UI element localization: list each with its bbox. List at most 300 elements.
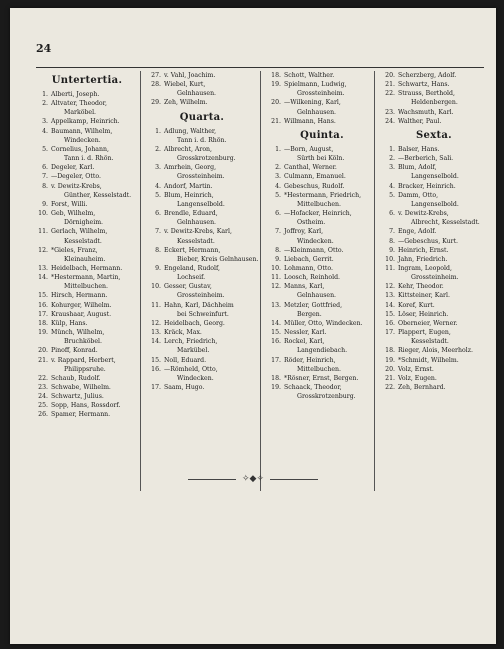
student-entry xyxy=(381,108,487,117)
student-entry xyxy=(267,117,377,126)
student-entry xyxy=(147,365,257,383)
student-name: Cornelius, Johann, xyxy=(51,145,109,153)
student-entry xyxy=(34,410,140,419)
student-name: Canthal, Werner. xyxy=(284,164,337,172)
entry-number: 8. xyxy=(275,246,281,254)
student-name: *Schmidt, Wilhelm. xyxy=(398,356,459,364)
student-entry xyxy=(381,145,487,154)
student-name: Gerlach, Wilhelm, xyxy=(51,228,108,236)
student-entry xyxy=(381,89,487,107)
student-name: Brendle, Eduard, xyxy=(164,210,218,218)
entry-number: 19. xyxy=(271,81,281,89)
student-name: *Hestermann, Friedrich, xyxy=(284,191,362,199)
student-name: Blum, Adolf, xyxy=(398,164,437,172)
entry-number: 7. xyxy=(155,228,161,236)
student-entry xyxy=(147,209,257,227)
student-hometown: Kesselstadt. xyxy=(177,237,215,245)
student-hometown: Tann i. d. Rhön. xyxy=(177,136,227,144)
entry-number: 1. xyxy=(42,91,48,98)
student-entry xyxy=(267,191,377,209)
student-hometown: Gelnhausen. xyxy=(297,292,337,300)
student-name: Löser, Heinrich. xyxy=(398,310,449,318)
student-name: Enge, Adolf. xyxy=(398,228,437,236)
student-entry xyxy=(147,246,257,264)
student-entry xyxy=(267,356,377,374)
entry-number: 22. xyxy=(38,374,48,382)
student-name: Nessler, Karl. xyxy=(284,329,327,337)
student-name: Lerch, Friedrich, xyxy=(164,338,218,346)
column-4 xyxy=(374,71,487,491)
entry-number: 3. xyxy=(389,164,395,172)
student-name: Engeland, Rudolf, xyxy=(164,264,221,272)
student-hometown: Langendiebach. xyxy=(297,347,348,355)
entry-number: 10. xyxy=(38,210,48,218)
student-entry xyxy=(381,71,487,80)
student-hometown: Lochseif. xyxy=(177,274,206,282)
entry-number: 11. xyxy=(385,264,395,272)
student-name: Jahn, Friedrich. xyxy=(398,255,448,263)
student-entry xyxy=(34,200,140,209)
student-hometown: Albrecht, Kesselstadt. xyxy=(411,219,480,227)
entry-number: 16. xyxy=(271,338,281,346)
student-entry xyxy=(34,383,140,392)
entry-number: 8. xyxy=(155,246,161,254)
student-name: Külp, Hans. xyxy=(51,319,88,327)
student-entry xyxy=(147,127,257,145)
entry-number: 3. xyxy=(155,164,161,172)
entry-number: 18. xyxy=(271,72,281,79)
student-entry xyxy=(381,80,487,89)
entry-number: 14. xyxy=(271,319,281,327)
student-entry xyxy=(381,255,487,264)
student-name: Blum, Heinrich, xyxy=(164,191,214,199)
entry-number: 17. xyxy=(38,310,48,318)
student-name: Rieger, Alois, Meerholz. xyxy=(398,347,473,355)
student-entry xyxy=(34,145,140,163)
student-name: Spielmann, Ludwig, xyxy=(284,81,347,89)
student-name: Wiebel, Kurt, xyxy=(164,81,206,89)
student-name: Schaub, Rudolf. xyxy=(51,374,101,382)
student-name: Degeler, Karl. xyxy=(51,164,95,172)
entry-number: 1. xyxy=(155,127,161,135)
entry-number: 21. xyxy=(385,374,395,382)
student-name: Damm, Otto, xyxy=(398,191,439,199)
student-entry xyxy=(147,319,257,328)
student-name: Schaack, Theodor, xyxy=(284,384,342,391)
student-entry xyxy=(147,182,257,191)
entry-number: 6. xyxy=(155,210,161,218)
entry-number: 13. xyxy=(38,264,48,272)
entry-number: 11. xyxy=(38,228,48,236)
student-hometown: Grosskrotzenburg. xyxy=(297,393,356,401)
entry-number: 24. xyxy=(38,393,48,401)
entry-number: 4. xyxy=(155,182,161,190)
student-entry xyxy=(381,182,487,191)
student-entry xyxy=(381,246,487,255)
student-name: Sopp, Hans, Rossdorf. xyxy=(51,402,121,410)
student-entry xyxy=(381,310,487,319)
student-hometown: Mittelbuchen. xyxy=(297,365,341,373)
student-entry xyxy=(147,337,257,355)
student-entry xyxy=(34,264,140,273)
student-name: v. Vahl, Joachim. xyxy=(164,72,216,79)
student-entry xyxy=(34,127,140,145)
student-name: —Born, August, xyxy=(284,145,334,153)
entry-number: 27. xyxy=(151,72,161,79)
student-name: v. Dewitz-Krebs, xyxy=(51,182,102,190)
student-entry xyxy=(267,273,377,282)
student-entry xyxy=(34,319,140,328)
document-page xyxy=(10,8,496,644)
entry-number: 14. xyxy=(385,301,395,309)
entry-number: 2. xyxy=(389,155,395,163)
student-name: Forst, Willi. xyxy=(51,200,88,208)
student-name: Noll, Eduard. xyxy=(164,356,207,364)
entry-number: 26. xyxy=(38,411,48,419)
student-name: Scherzberg, Adolf. xyxy=(398,72,457,79)
entry-number: 20. xyxy=(38,347,48,355)
student-name: Geb, Wilhelm, xyxy=(51,210,96,218)
entry-number: 18. xyxy=(38,319,48,327)
student-entry xyxy=(147,301,257,319)
student-name: Hahn, Karl, Dächheim xyxy=(164,301,234,309)
student-name: Balser, Hans. xyxy=(398,145,440,153)
student-entry xyxy=(381,209,487,227)
class-heading: Untertertia. xyxy=(51,75,123,86)
class-heading: Quarta. xyxy=(179,111,225,123)
student-entry xyxy=(34,209,140,227)
student-entry xyxy=(267,328,377,337)
student-name: Walther, Paul. xyxy=(398,117,442,125)
entry-number: 15. xyxy=(151,356,161,364)
student-entry xyxy=(267,246,377,255)
student-name: Wachsmuth, Karl. xyxy=(398,108,454,116)
entry-number: 8. xyxy=(389,237,395,245)
student-name: —Degeler, Otto. xyxy=(51,173,101,181)
entry-number: 17. xyxy=(271,356,281,364)
student-name: Kittsteiner, Karl. xyxy=(398,292,450,300)
student-name: Schwartz, Hans. xyxy=(398,81,450,89)
student-name: Baumann, Wilhelm, xyxy=(51,127,113,135)
entry-number: 7. xyxy=(389,228,395,236)
student-name: Kraushaar, August. xyxy=(51,310,112,318)
student-name: Altvater, Theodor, xyxy=(51,100,107,108)
student-entry xyxy=(34,356,140,374)
student-name: v. Dewitz-Krebs, Karl, xyxy=(164,228,232,236)
column-3 xyxy=(260,71,377,491)
student-entry xyxy=(147,163,257,181)
student-hometown: Langenselbold. xyxy=(411,200,459,208)
student-name: v. Rappard, Herbert, xyxy=(51,356,116,364)
entry-number: 2. xyxy=(155,145,161,153)
entry-number: 6. xyxy=(389,210,395,218)
student-name: Amrhein, Georg, xyxy=(164,164,217,172)
student-name: Oberneier, Werner. xyxy=(398,319,458,327)
student-name: Albrecht, Aron, xyxy=(164,145,213,153)
student-name: Alberti, Joseph. xyxy=(51,91,100,98)
student-entry xyxy=(267,374,377,383)
student-hometown: Kesselstadt. xyxy=(64,237,102,245)
student-name: Gesser, Gustav, xyxy=(164,283,212,291)
student-entry xyxy=(147,71,257,80)
entry-number: 18. xyxy=(385,347,395,355)
entry-number: 19. xyxy=(271,384,281,391)
student-name: Liebach, Gerrit. xyxy=(284,255,334,263)
column-1 xyxy=(34,71,140,491)
student-name: —Hofacker, Heinrich, xyxy=(284,210,352,218)
student-entry xyxy=(267,264,377,273)
student-hometown: Günther, Kesselstadt. xyxy=(64,191,132,199)
student-entry xyxy=(267,98,377,116)
student-name: Heidelbach, Georg. xyxy=(164,319,225,327)
student-entry xyxy=(34,301,140,310)
student-name: Spamer, Hermann. xyxy=(51,411,111,419)
entry-number: 8. xyxy=(42,182,48,190)
student-name: Volz, Ernst. xyxy=(398,365,434,373)
student-hometown: Sürth bei Köln. xyxy=(297,155,345,163)
student-name: Rockel, Karl, xyxy=(284,338,325,346)
student-name: Andorf, Martin. xyxy=(164,182,213,190)
student-hometown: Ostheim. xyxy=(297,219,326,227)
entry-number: 10. xyxy=(151,283,161,291)
student-entry xyxy=(267,182,377,191)
student-entry xyxy=(34,374,140,383)
student-hometown: Gelnhausen. xyxy=(177,219,217,227)
student-entry xyxy=(34,291,140,300)
entry-number: 5. xyxy=(275,191,281,199)
student-name: Heinrich, Ernst. xyxy=(398,246,449,254)
student-entry xyxy=(34,90,140,99)
student-name: Pinoff, Konrad. xyxy=(51,347,98,355)
entry-number: 21. xyxy=(38,356,48,364)
student-entry xyxy=(267,227,377,245)
student-hometown: Bergen. xyxy=(297,310,322,318)
student-entry xyxy=(147,383,257,392)
student-name: —Wilkening, Karl, xyxy=(284,99,341,107)
student-name: Schott, Walther. xyxy=(284,72,335,79)
student-hometown: Dörnigheim. xyxy=(64,219,104,227)
student-entry xyxy=(147,191,257,209)
student-entry xyxy=(381,282,487,291)
student-entry xyxy=(34,328,140,346)
student-hometown: Gelnhausen. xyxy=(297,108,337,116)
student-hometown: Kleinauheim. xyxy=(64,255,106,263)
entry-number: 7. xyxy=(275,228,281,236)
entry-number: 23. xyxy=(38,384,48,391)
entry-number: 1. xyxy=(275,145,281,153)
student-hometown: Mittelbuchen. xyxy=(64,283,108,291)
student-entry xyxy=(147,264,257,282)
student-name: Schwabe, Wilhelm. xyxy=(51,384,111,391)
student-entry xyxy=(147,356,257,365)
entry-number: 3. xyxy=(275,173,281,181)
student-hometown: Marköbel. xyxy=(64,109,97,117)
student-name: Willmann, Hans. xyxy=(284,117,336,125)
entry-number: 20. xyxy=(385,365,395,373)
student-entry xyxy=(381,346,487,355)
entry-number: 12. xyxy=(151,319,161,327)
student-name: Kräck, Max. xyxy=(164,329,202,337)
student-name: Lohmann, Otto. xyxy=(284,264,333,272)
entry-number: 4. xyxy=(389,182,395,190)
student-entry xyxy=(381,154,487,163)
entry-number: 11. xyxy=(151,301,161,309)
entry-number: 22. xyxy=(385,384,395,391)
entry-number: 3. xyxy=(42,118,48,126)
entry-number: 5. xyxy=(42,145,48,153)
student-hometown: Grossteinheim. xyxy=(177,292,225,300)
entry-number: 13. xyxy=(151,329,161,337)
entry-number: 22. xyxy=(385,90,395,98)
student-entry xyxy=(267,145,377,163)
student-name: Müller, Otto, Windecken. xyxy=(284,319,363,327)
student-hometown: Langenselbold. xyxy=(177,200,225,208)
student-name: Zeh, Wilhelm. xyxy=(164,99,208,107)
student-hometown: Mittelbuchen. xyxy=(297,200,341,208)
student-entry xyxy=(267,255,377,264)
student-name: —Kleinmann, Otto. xyxy=(284,246,344,254)
student-name: Koref, Kurt. xyxy=(398,301,435,309)
entry-number: 2. xyxy=(275,164,281,172)
student-entry xyxy=(147,328,257,337)
student-name: —Römheld, Otto, xyxy=(164,365,218,373)
student-entry xyxy=(381,319,487,328)
student-entry xyxy=(267,172,377,181)
entry-number: 21. xyxy=(271,117,281,125)
student-entry xyxy=(34,392,140,401)
student-name: *Hestermann, Martin, xyxy=(51,274,121,282)
student-name: Münch, Wilhelm, xyxy=(51,329,105,337)
entry-number: 16. xyxy=(38,301,48,309)
entry-number: 16. xyxy=(385,319,395,327)
student-hometown: Windecken. xyxy=(64,136,101,144)
student-name: Plappert, Eugen, xyxy=(398,329,451,337)
entry-number: 13. xyxy=(385,292,395,300)
entry-number: 12. xyxy=(385,283,395,291)
student-entry xyxy=(267,282,377,300)
student-name: Gebeschus, Rudolf. xyxy=(284,182,345,190)
entry-number: 1. xyxy=(389,145,395,153)
class-heading: Quinta. xyxy=(300,129,344,141)
student-name: Manns, Karl, xyxy=(284,283,325,291)
student-entry xyxy=(147,80,257,98)
student-entry xyxy=(267,301,377,319)
student-entry xyxy=(34,163,140,172)
student-name: Schwartz, Julius. xyxy=(51,393,104,401)
ornamental-divider xyxy=(10,474,496,485)
student-hometown: Bieber, Kreis Gelnhausen. xyxy=(177,255,259,263)
entry-number: 24. xyxy=(385,117,395,125)
student-entry xyxy=(381,365,487,374)
student-name: Heidelbach, Hermann. xyxy=(51,264,123,272)
student-entry xyxy=(381,356,487,365)
student-hometown: Windecken. xyxy=(177,374,214,382)
student-entry xyxy=(381,301,487,310)
entry-number: 12. xyxy=(271,283,281,291)
class-heading: Sexta. xyxy=(416,129,452,141)
student-hometown: Kesselstadt. xyxy=(411,338,449,346)
entry-number: 25. xyxy=(38,402,48,410)
roster-columns xyxy=(34,71,486,491)
entry-number: 16. xyxy=(151,365,161,373)
student-entry xyxy=(381,374,487,383)
student-entry xyxy=(267,337,377,355)
entry-number: 9. xyxy=(275,255,281,263)
student-hometown: Grossteinheim. xyxy=(297,90,345,98)
entry-number: 21. xyxy=(385,81,395,89)
student-entry xyxy=(34,310,140,319)
entry-number: 29. xyxy=(151,99,161,107)
divider-ornament: ✧◆✧ xyxy=(241,474,264,484)
entry-number: 5. xyxy=(155,191,161,199)
student-entry xyxy=(34,227,140,245)
student-name: Strauss, Berthold, xyxy=(398,90,455,98)
entry-number: 20. xyxy=(385,72,395,79)
student-name: v. Dewitz-Krebs, xyxy=(398,210,449,218)
entry-number: 9. xyxy=(389,246,395,254)
student-hometown: Markübel. xyxy=(177,347,210,355)
student-hometown: Langenselbold. xyxy=(411,173,459,181)
entry-number: 10. xyxy=(385,255,395,263)
student-hometown: Grosskrotzenburg. xyxy=(177,155,236,163)
student-name: —Gebeschus, Kurt. xyxy=(398,237,459,245)
student-hometown: Philippsruhe. xyxy=(64,365,106,373)
entry-number: 9. xyxy=(155,264,161,272)
student-name: Bracker, Heinrich. xyxy=(398,182,456,190)
entry-number: 15. xyxy=(38,292,48,300)
student-name: Culmann, Emanuel. xyxy=(284,173,346,181)
student-name: Kehr, Theodor. xyxy=(398,283,444,291)
student-name: Röder, Heinrich, xyxy=(284,356,336,364)
student-name: Loosch, Reinhold. xyxy=(284,274,341,282)
entry-number: 4. xyxy=(275,182,281,190)
student-entry xyxy=(267,71,377,80)
student-entry xyxy=(267,383,377,401)
student-name: Metzler, Gottfried, xyxy=(284,301,343,309)
entry-number: 2. xyxy=(42,100,48,108)
header-rule xyxy=(36,67,484,68)
entry-number: 23. xyxy=(385,108,395,116)
student-name: *Gieles, Franz, xyxy=(51,246,98,254)
entry-number: 28. xyxy=(151,81,161,89)
student-entry xyxy=(34,346,140,355)
entry-number: 11. xyxy=(271,274,281,282)
student-entry xyxy=(381,163,487,181)
student-entry xyxy=(381,237,487,246)
student-entry xyxy=(147,227,257,245)
student-entry xyxy=(34,99,140,117)
entry-number: 14. xyxy=(38,274,48,282)
student-name: —Berberich, Sali. xyxy=(398,155,454,163)
student-entry xyxy=(34,172,140,181)
student-entry xyxy=(381,291,487,300)
page-number: 24 xyxy=(36,42,52,55)
student-entry xyxy=(34,273,140,291)
entry-number: 6. xyxy=(42,164,48,172)
student-name: Saam, Hugo. xyxy=(164,384,205,391)
student-name: Ingram, Leopold, xyxy=(398,264,452,272)
student-hometown: bei Schweinfurt. xyxy=(177,310,229,318)
student-entry xyxy=(381,191,487,209)
student-entry xyxy=(147,98,257,107)
divider-rule-right xyxy=(270,479,318,480)
entry-number: 9. xyxy=(42,200,48,208)
student-entry xyxy=(267,163,377,172)
student-hometown: Heldenbergen. xyxy=(411,99,458,107)
entry-number: 17. xyxy=(151,384,161,391)
entry-number: 19. xyxy=(38,329,48,337)
entry-number: 7. xyxy=(42,173,48,181)
